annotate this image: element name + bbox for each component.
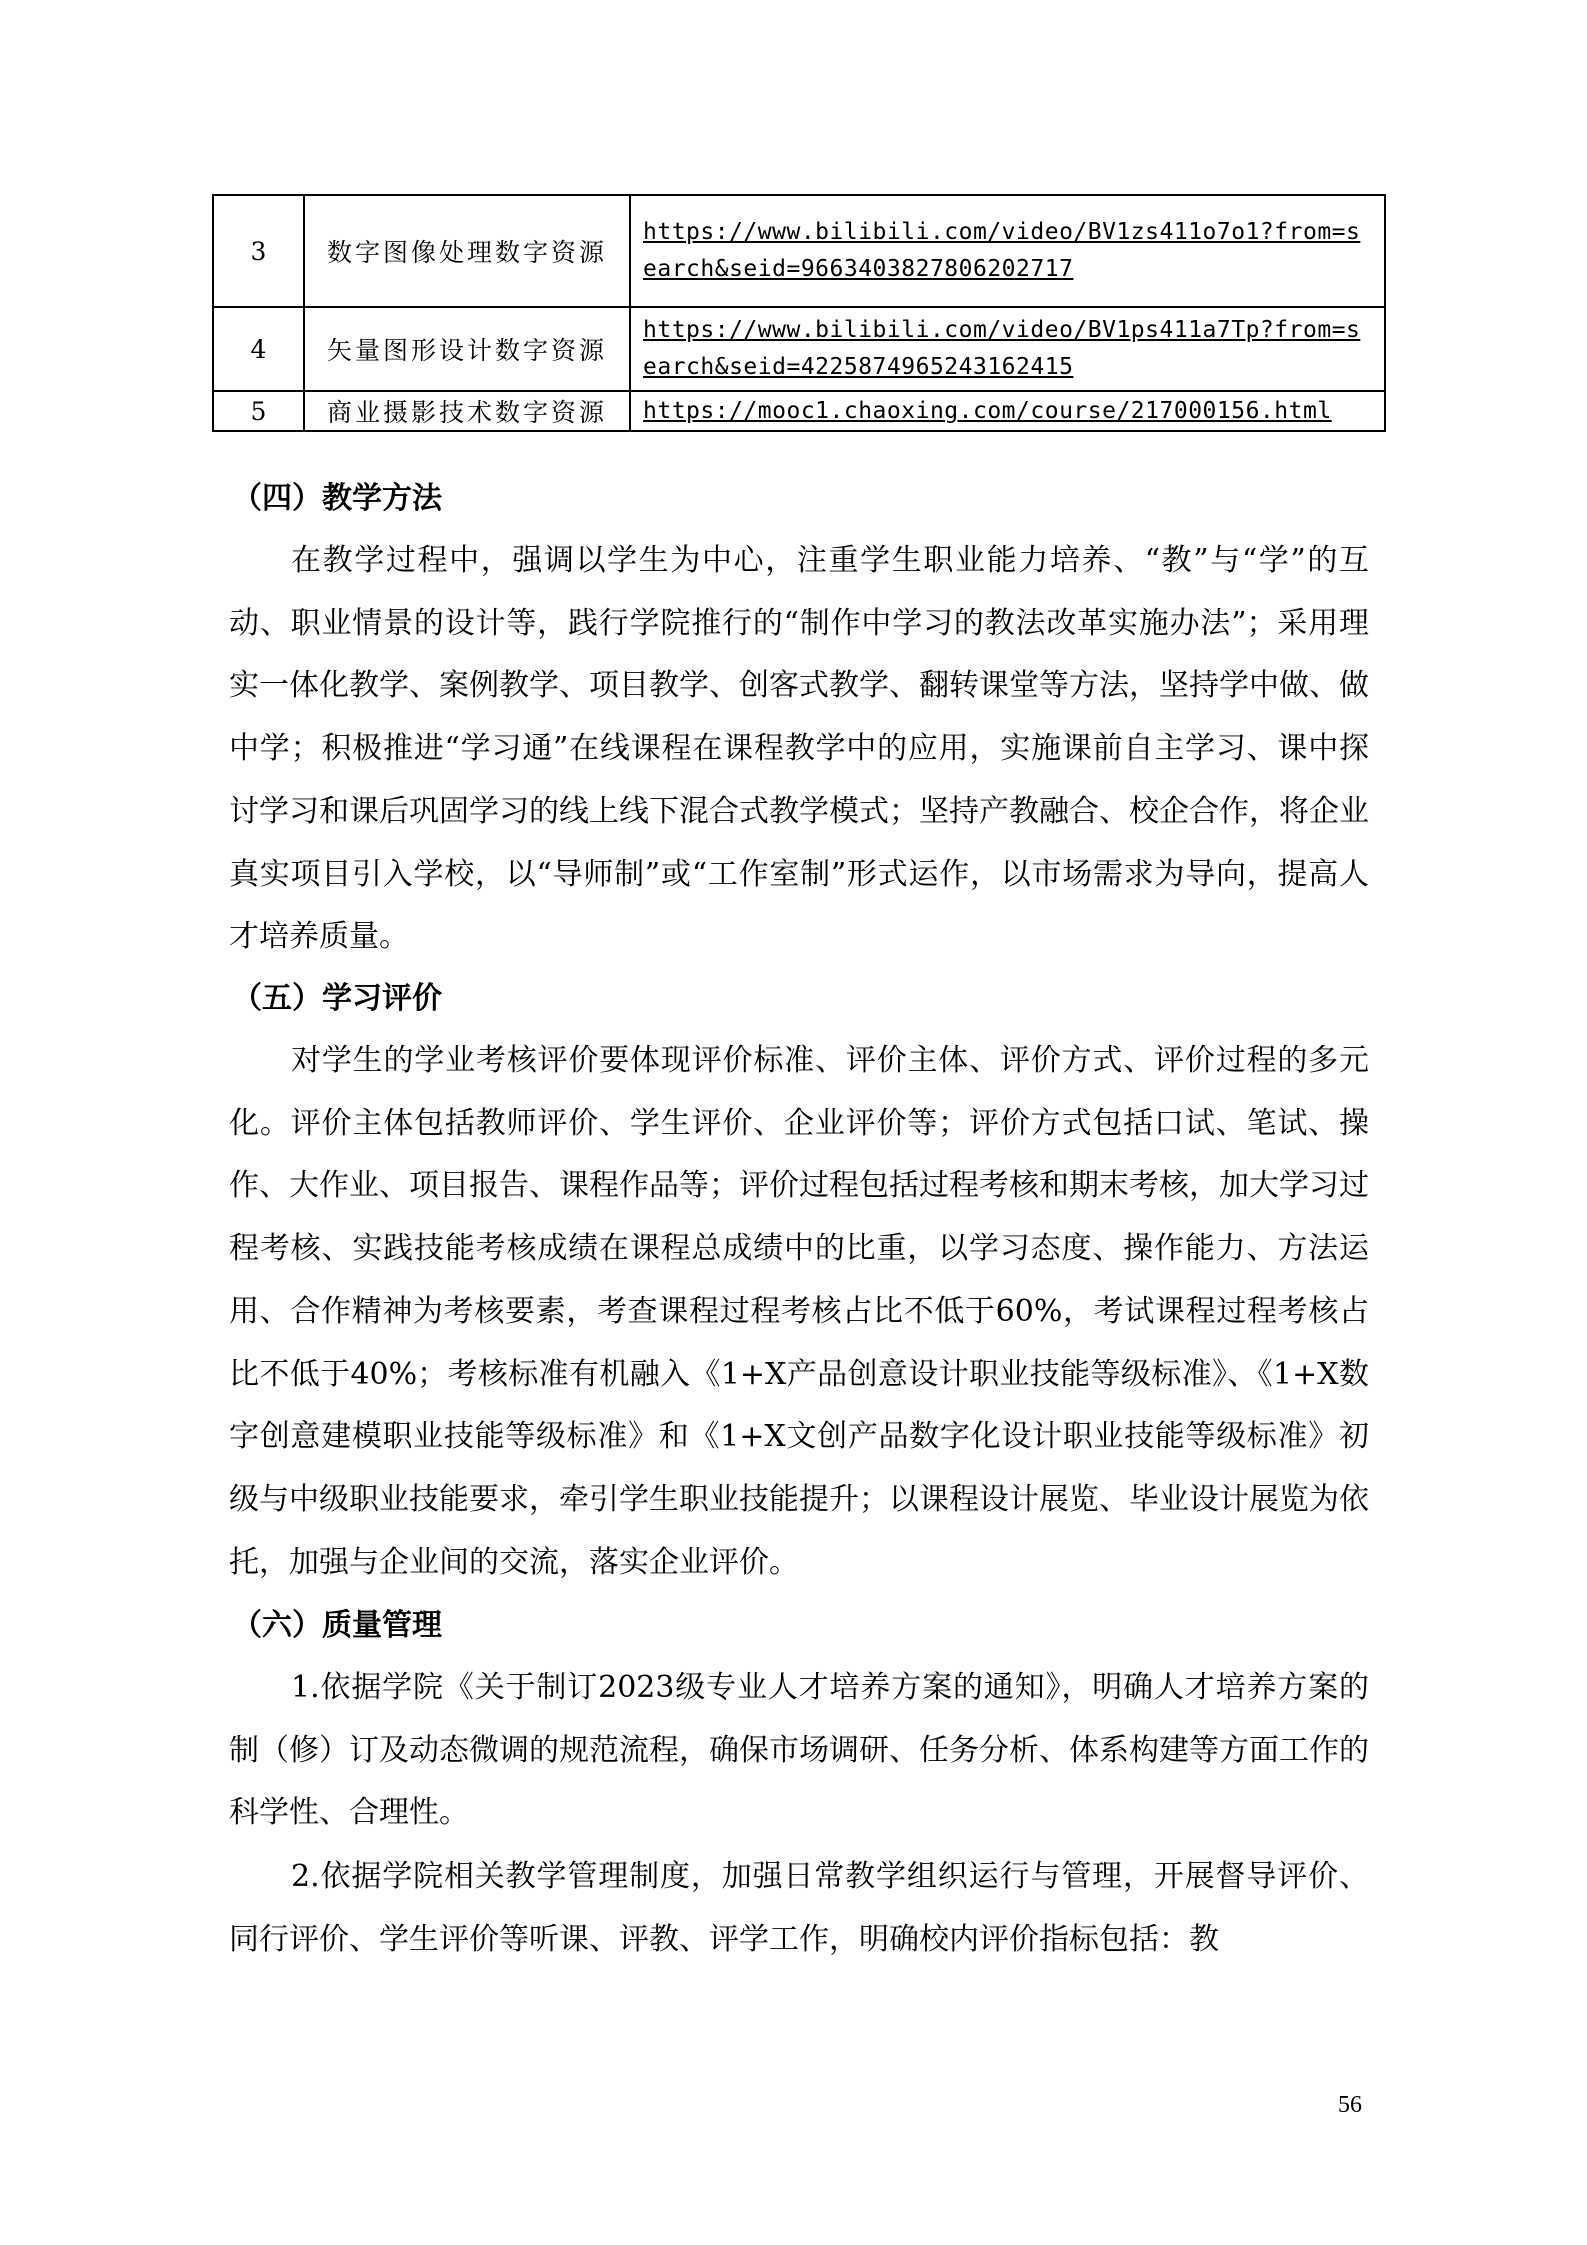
section-heading-teaching-method: （四）教学方法 bbox=[232, 481, 442, 516]
section-heading-quality-management: （六）质量管理 bbox=[232, 1608, 442, 1643]
table-row bbox=[213, 307, 1385, 391]
resource-name: 数字图像处理数字资源 bbox=[304, 195, 630, 307]
digital-resource-table bbox=[212, 194, 1386, 432]
page-number: 56 bbox=[1338, 2092, 1362, 2118]
resource-name: 商业摄影技术数字资源 bbox=[304, 391, 630, 431]
table-row bbox=[213, 391, 1385, 431]
row-number: 4 bbox=[213, 307, 304, 391]
paragraph-quality-management-1: 1.依据学院《关于制订2023级专业人才培养方案的通知》，明确人才培养方案的制（修）订及动态微调的规范流程，确保市场调研、任务分析、体系构建等方面工作的科学性、合理性。 bbox=[229, 1670, 1369, 1831]
section-heading-learning-evaluation: （五）学习评价 bbox=[232, 981, 442, 1016]
table-row bbox=[213, 195, 1385, 307]
resource-link[interactable]: https://www.bilibili.com/video/BV1zs411o7o1?from=search&seid=9663403827806202717 bbox=[643, 219, 1361, 282]
paragraph-quality-management-2: 2.依据学院相关教学管理制度，加强日常教学组织运行与管理，开展督导评价、同行评价、学生评价等听课、评教、评学工作，明确校内评价指标包括：教 bbox=[229, 1859, 1369, 1957]
paragraph-learning-evaluation: 对学生的学业考核评价要体现评价标准、评价主体、评价方式、评价过程的多元化。评价主体包括教师评价、学生评价、企业评价等；评价方式包括口试、笔试、操作、大作业、项目报告、课程作品等；评价过程包括过程考核和期末考核，加大学习过程考核、实践技能考核成绩在课程总成绩中的比重，以学习态度、操作能力、方法运用、合作精神为考核要素，考查课程过程考核占比不低于60%，考试课程过程考核占比不低于40%；考核标准有机融入《1+X产品创意设计职业技能等级标准》、《1+X数字创意建模职业技能等级标准》和《1+X文创产品数字化设计职业技能等级标准》初级与中级职业技能要求，牵引学生职业技能提升；以课程设计展览、毕业设计展览为依托，加强与企业间的交流，落实企业评价。 bbox=[229, 1043, 1369, 1580]
resource-link[interactable]: https://mooc1.chaoxing.com/course/217000156.html bbox=[643, 398, 1332, 424]
row-number: 5 bbox=[213, 391, 304, 431]
resource-link-cell bbox=[630, 307, 1385, 391]
resource-link[interactable]: https://www.bilibili.com/video/BV1ps411a7Tp?from=search&seid=4225874965243162415 bbox=[643, 317, 1361, 380]
resource-name: 矢量图形设计数字资源 bbox=[304, 307, 630, 391]
resource-link-cell bbox=[630, 195, 1385, 307]
row-number: 3 bbox=[213, 195, 304, 307]
resource-link-cell bbox=[630, 391, 1385, 431]
paragraph-teaching-method: 在教学过程中，强调以学生为中心，注重学生职业能力培养、“教”与“学”的互动、职业情景的设计等，践行学院推行的“制作中学习的教法改革实施办法”；采用理实一体化教学、案例教学、项目教学、创客式教学、翻转课堂等方法，坚持学中做、做中学；积极推进“学习通”在线课程在课程教学中的应用，实施课前自主学习、课中探讨学习和课后巩固学习的线上线下混合式教学模式；坚持产教融合、校企合作，将企业真实项目引入学校，以“导师制”或“工作室制”形式运作，以市场需求为导向，提高人才培养质量。 bbox=[229, 543, 1369, 955]
